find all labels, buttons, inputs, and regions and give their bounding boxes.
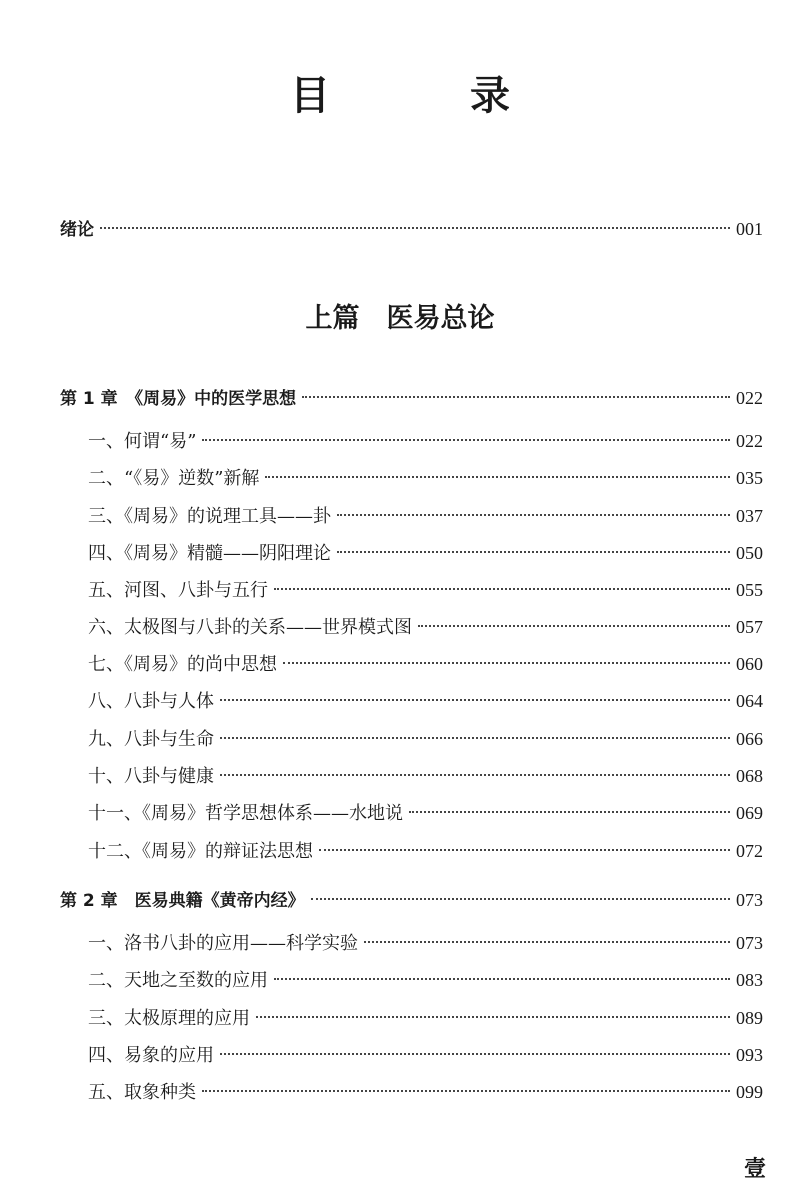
- toc-label: 第 1 章 《周易》中的医学思想: [60, 389, 297, 409]
- dot-leader: [311, 898, 730, 900]
- toc-entry[interactable]: [88, 763, 763, 789]
- toc-label: 六、太极图与八卦的关系——世界模式图: [88, 617, 412, 638]
- toc-page-number: 001: [736, 219, 763, 239]
- dot-leader: [418, 625, 730, 627]
- toc-label: 三、太极原理的应用: [88, 1008, 250, 1029]
- toc-page-number: 022: [736, 388, 763, 408]
- dot-leader: [220, 737, 730, 739]
- dot-leader: [265, 476, 730, 478]
- toc-page-number: 050: [736, 543, 763, 563]
- toc-page-number: 035: [736, 468, 763, 488]
- toc-label: 四、易象的应用: [88, 1045, 214, 1066]
- toc-entry[interactable]: [88, 651, 763, 677]
- toc-entry[interactable]: [88, 577, 763, 603]
- toc-page-number: 068: [736, 766, 763, 786]
- toc-label: 绪论: [60, 220, 94, 240]
- toc-page-number: 072: [736, 841, 763, 861]
- dot-leader: [274, 978, 730, 980]
- toc-page-number: 064: [736, 691, 763, 711]
- dot-leader: [274, 588, 730, 590]
- toc-entry[interactable]: [88, 1079, 763, 1105]
- toc-label: 三、《周易》的说理工具——卦: [88, 506, 331, 527]
- dot-leader: [337, 514, 730, 516]
- toc-label: 一、洛书八卦的应用——科学实验: [88, 933, 358, 954]
- dot-leader: [220, 1053, 730, 1055]
- toc-page-number: 037: [736, 506, 763, 526]
- dot-leader: [283, 662, 730, 664]
- part-title: 上篇 医易总论: [305, 303, 495, 334]
- toc-label: 二、天地之至数的应用: [88, 970, 268, 991]
- toc-entry[interactable]: [88, 1005, 763, 1031]
- toc-label: 五、取象种类: [88, 1082, 196, 1103]
- toc-label: 七、《周易》的尚中思想: [88, 654, 277, 675]
- dot-leader: [409, 811, 730, 813]
- toc-page-number: 073: [736, 933, 763, 953]
- dot-leader: [256, 1016, 730, 1018]
- dot-leader: [220, 699, 730, 701]
- toc-label: 八、八卦与人体: [88, 691, 214, 712]
- toc-page-number: 093: [736, 1045, 763, 1065]
- toc-label: 十、八卦与健康: [88, 766, 214, 787]
- page-title: 目 录: [290, 73, 560, 119]
- toc-label: 十一、《周易》哲学思想体系——水地说: [88, 803, 403, 824]
- toc-page-number: 089: [736, 1008, 763, 1028]
- dot-leader: [364, 941, 730, 943]
- toc-entry[interactable]: [88, 800, 763, 826]
- dot-leader: [337, 551, 730, 553]
- toc-page-number: 055: [736, 580, 763, 600]
- toc-page-number: 069: [736, 803, 763, 823]
- toc-entry[interactable]: [88, 726, 763, 752]
- toc-entry[interactable]: [88, 614, 763, 640]
- toc-label: 九、八卦与生命: [88, 729, 214, 750]
- toc-entry[interactable]: [88, 428, 763, 454]
- toc-label: 第 2 章 医易典籍《黄帝内经》: [60, 891, 305, 911]
- toc-entry[interactable]: [88, 967, 763, 993]
- toc-entry[interactable]: [88, 1042, 763, 1068]
- toc-entry[interactable]: [88, 930, 763, 956]
- page-corner-mark: 壹: [744, 1156, 767, 1182]
- dot-leader: [220, 774, 730, 776]
- toc-entry-chapter-1[interactable]: [60, 385, 763, 411]
- toc-entry[interactable]: [88, 465, 763, 491]
- toc-label: 二、“《易》逆数”新解: [88, 468, 260, 489]
- toc-entry[interactable]: [88, 540, 763, 566]
- toc-entry-intro[interactable]: [60, 216, 763, 242]
- toc-page-number: 099: [736, 1082, 763, 1102]
- toc-entry[interactable]: [88, 503, 763, 529]
- toc-page-number: 066: [736, 729, 763, 749]
- toc-page-number: 073: [736, 890, 763, 910]
- dot-leader: [202, 439, 730, 441]
- toc-entry[interactable]: [88, 838, 763, 864]
- toc-entry[interactable]: [88, 688, 763, 714]
- dot-leader: [302, 396, 730, 398]
- toc-page-number: 083: [736, 970, 763, 990]
- toc-entry-chapter-2[interactable]: [60, 887, 763, 913]
- toc-label: 四、《周易》精髓——阴阳理论: [88, 543, 331, 564]
- dot-leader: [319, 849, 730, 851]
- dot-leader: [100, 227, 730, 229]
- toc-label: 十二、《周易》的辩证法思想: [88, 841, 313, 862]
- toc-page-number: 057: [736, 617, 763, 637]
- toc-label: 一、何谓“易”: [88, 431, 197, 452]
- dot-leader: [202, 1090, 730, 1092]
- toc-page-number: 022: [736, 431, 763, 451]
- toc-page-number: 060: [736, 654, 763, 674]
- toc-label: 五、河图、八卦与五行: [88, 580, 268, 601]
